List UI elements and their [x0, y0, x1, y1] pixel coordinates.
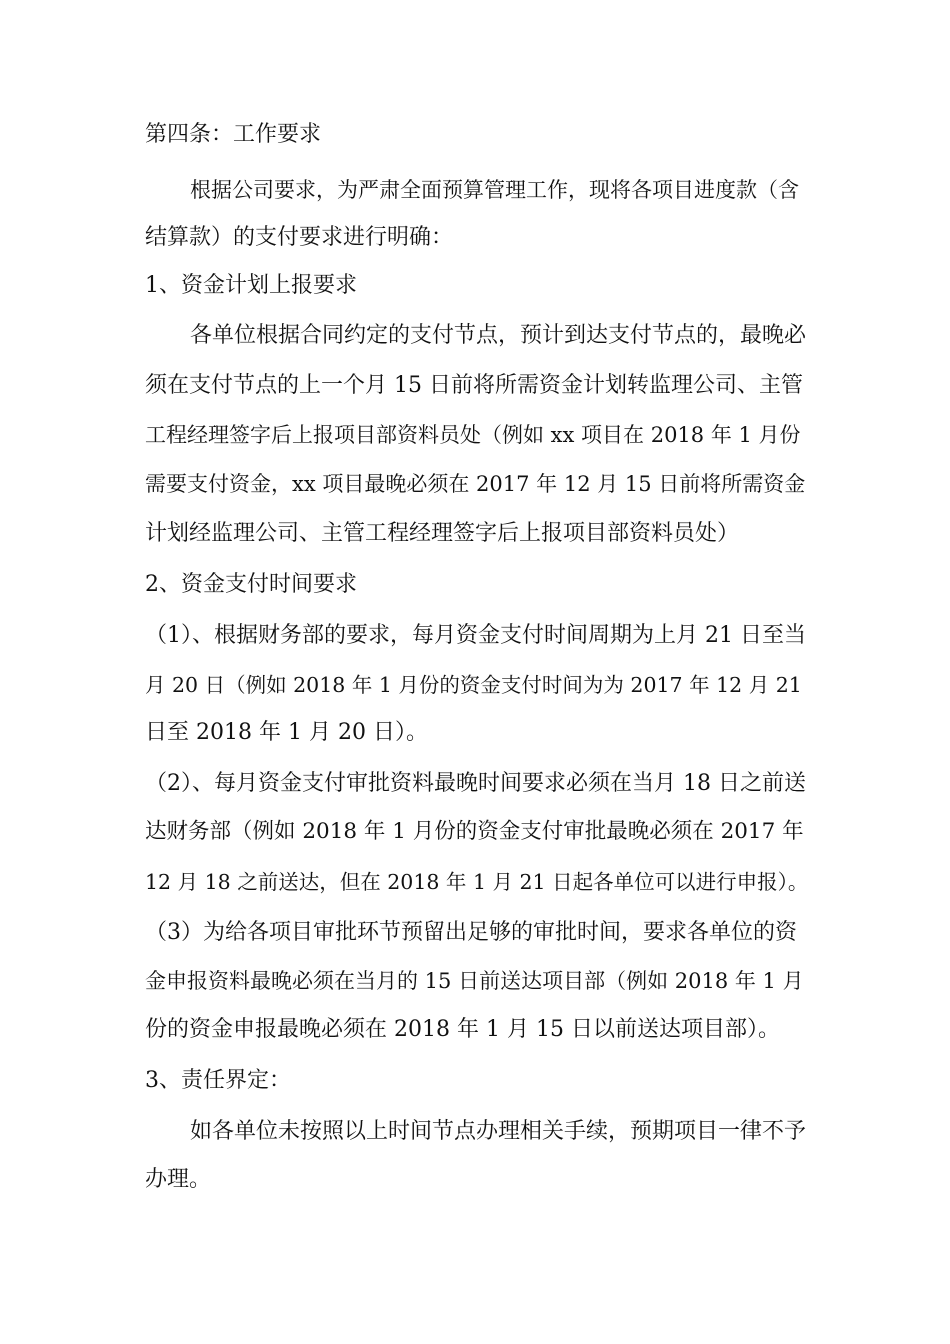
- intro-paragraph-line: 结算款）的支付要求进行明确：: [145, 225, 454, 250]
- section-heading: 第四条：工作要求: [145, 122, 322, 147]
- paragraph-line: （1）、根据财务部的要求，每月资金支付时间周期为上月 21 日至当: [145, 623, 806, 648]
- intro-paragraph-line: 根据公司要求，为严肃全面预算管理工作，现将各项目进度款（含: [190, 178, 799, 202]
- paragraph-line: 如各单位未按照以上时间节点办理相关手续，预期项目一律不予: [190, 1119, 807, 1144]
- paragraph-line: 办理。: [145, 1167, 212, 1192]
- paragraph-line: 各单位根据合同约定的支付节点，预计到达支付节点的，最晚必: [190, 323, 807, 348]
- paragraph-line: 金申报资料最晚必须在当月的 15 日前送达项目部（例如 2018 年 1 月: [145, 969, 804, 993]
- paragraph-line: 需要支付资金，xx 项目最晚必须在 2017 年 12 月 15 日前将所需资金: [145, 472, 806, 496]
- paragraph-line: 计划经监理公司、主管工程经理签字后上报项目部资料员处）: [145, 521, 740, 546]
- paragraph-line: （3）为给各项目审批环节预留出足够的审批时间，要求各单位的资: [145, 920, 797, 945]
- paragraph-line: 达财务部（例如 2018 年 1 月份的资金支付审批最晚必须在 2017 年: [145, 819, 804, 844]
- subheading-1: 1、资金计划上报要求: [145, 273, 357, 298]
- subheading-2: 2、资金支付时间要求: [145, 572, 357, 597]
- subheading-3: 3、责任界定：: [145, 1068, 291, 1093]
- paragraph-line: 份的资金申报最晚必须在 2018 年 1 月 15 日以前送达项目部）。: [145, 1017, 780, 1042]
- paragraph-line: 工程经理签字后上报项目部资料员处（例如 xx 项目在 2018 年 1 月份: [145, 423, 801, 447]
- paragraph-line: 月 20 日（例如 2018 年 1 月份的资金支付时间为为 2017 年 12 月 21: [145, 673, 802, 697]
- paragraph-line: 须在支付节点的上一个月 15 日前将所需资金计划转监理公司、主管: [145, 373, 803, 398]
- paragraph-line: 日至 2018 年 1 月 20 日）。: [145, 720, 428, 745]
- paragraph-line: （2）、每月资金支付审批资料最晚时间要求必须在当月 18 日之前送: [145, 771, 806, 796]
- paragraph-line: 12 月 18 之前送达，但在 2018 年 1 月 21 日起各单位可以进行申报）。: [145, 870, 809, 894]
